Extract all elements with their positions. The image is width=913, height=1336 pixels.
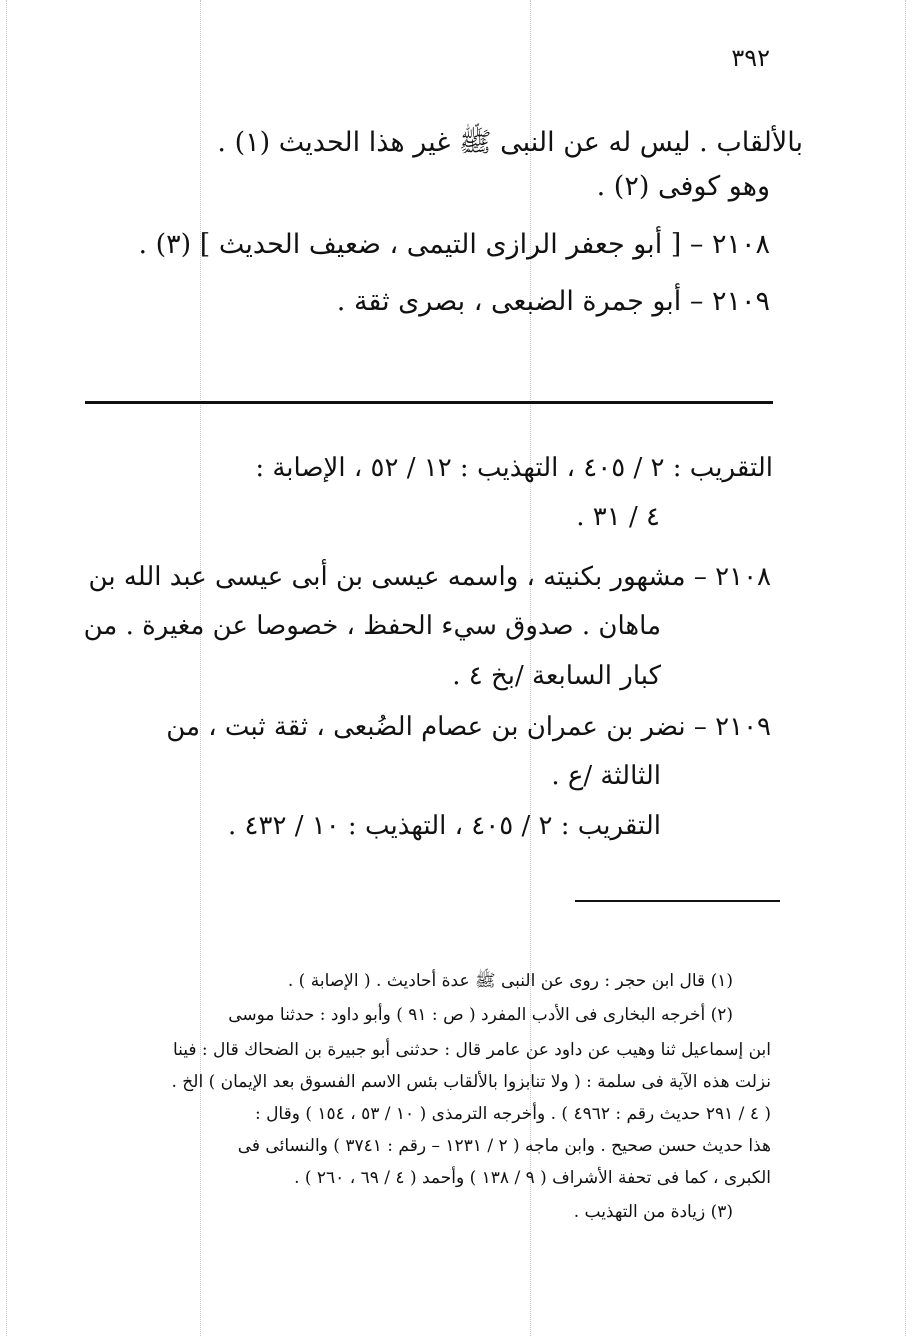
footnote-3: (٣) زيادة من التهذيب . xyxy=(573,1202,733,1222)
commentary-entry-2108: ٢١٠٨ – مشهور بكنيته ، واسمه عيسى بن أبى عيسى عبد الله بن xyxy=(88,562,771,592)
footnote-line: الكبرى ، كما فى تحفة الأشراف ( ٩ / ١٣٨ ) وأحمد ( ٤ / ٦٩ ، ٢٦٠ ) . xyxy=(294,1168,771,1188)
section-divider xyxy=(85,401,773,404)
entry-2109: ٢١٠٩ – أبو جمرة الضبعى ، بصرى ثقة . xyxy=(336,286,770,317)
entry-2108: ٢١٠٨ – [ أبو جعفر الرازى التيمى ، ضعيف الحديث ] (٣) . xyxy=(138,229,770,260)
column-guide xyxy=(6,0,7,1336)
footnote-1: (١) قال ابن حجر : روى عن النبى ﷺ عدة أحاديث . ( الإصابة ) . xyxy=(287,971,733,991)
footnote-line: ( ٤ / ٢٩١ حديث رقم : ٤٩٦٢ ) . وأخرجه الترمذى ( ١٠ / ٥٣ ، ١٥٤ ) وقال : xyxy=(254,1104,771,1124)
commentary-line: ٤ / ٣١ . xyxy=(576,502,660,532)
commentary-line: التقريب : ٢ / ٤٠٥ ، التهذيب : ١٢ / ٥٢ ، الإصابة : xyxy=(255,453,773,483)
commentary-line: ماهان . صدوق سيء الحفظ ، خصوصا عن مغيرة . من xyxy=(83,611,661,641)
commentary-entry-2109: ٢١٠٩ – نضر بن عمران بن عصام الضُبعى ، ثقة ثبت ، من xyxy=(166,712,771,742)
footnote-2: (٢) أخرجه البخارى فى الأدب المفرد ( ص : ٩١ ) وأبو داود : حدثنا موسى xyxy=(228,1005,733,1025)
column-guide xyxy=(200,0,201,1336)
footnote-line: نزلت هذه الآية فى سلمة : ( ولا تنابزوا بالألقاب بئس الاسم الفسوق بعد الإيمان ) الخ . xyxy=(171,1072,771,1092)
commentary-line: الثالثة /ع . xyxy=(551,761,661,791)
column-guide xyxy=(905,0,906,1336)
main-text-line: وهو كوفى (٢) . xyxy=(596,171,770,202)
footnote-separator xyxy=(575,900,780,902)
footnote-line: ابن إسماعيل ثنا وهيب عن داود عن عامر قال : حدثنى أبو جبيرة بن الضحاك قال : فينا xyxy=(172,1040,771,1060)
page-number: ٣٩٢ xyxy=(731,44,770,72)
commentary-line: التقريب : ٢ / ٤٠٥ ، التهذيب : ١٠ / ٤٣٢ . xyxy=(228,811,661,841)
footnote-line: هذا حديث حسن صحيح . وابن ماجه ( ٢ / ١٢٣١ – رقم : ٣٧٤١ ) والنسائى فى xyxy=(237,1136,771,1156)
commentary-line: كبار السابعة /بخ ٤ . xyxy=(452,661,661,691)
main-text-line: بالألقاب . ليس له عن النبى ﷺ غير هذا الحديث (١) . xyxy=(217,127,803,158)
